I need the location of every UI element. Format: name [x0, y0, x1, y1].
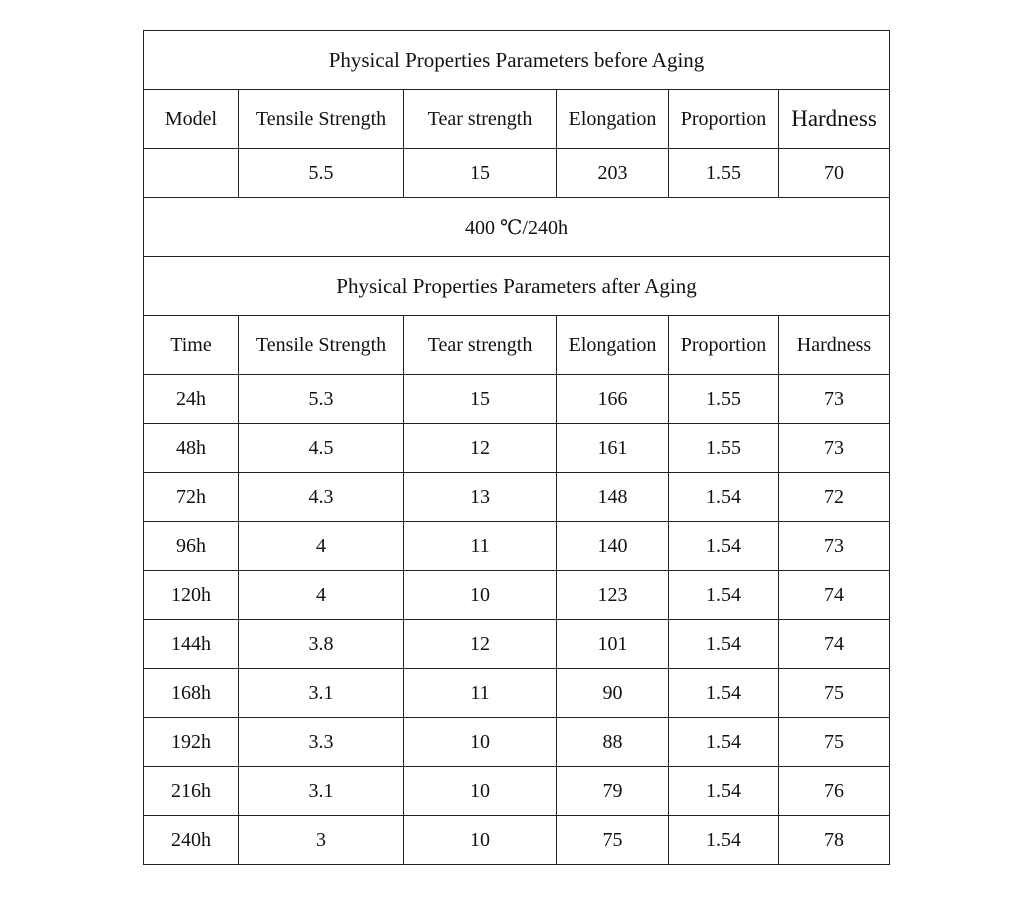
- proportion-cell: 1.54: [669, 620, 779, 669]
- header-hardness: Hardness: [779, 316, 890, 375]
- time-cell: 24h: [144, 375, 239, 424]
- after-aging-title: Physical Properties Parameters after Aging: [144, 257, 890, 316]
- tensile-strength-cell: 3.1: [239, 669, 404, 718]
- elongation-cell: 140: [557, 522, 669, 571]
- elongation-cell: 161: [557, 424, 669, 473]
- time-cell: 96h: [144, 522, 239, 571]
- header-time: Time: [144, 316, 239, 375]
- time-cell: 216h: [144, 767, 239, 816]
- table-row: [144, 816, 890, 865]
- tear-strength-cell: 15: [404, 375, 557, 424]
- table-row: [144, 669, 890, 718]
- tensile-strength-cell: 3.8: [239, 620, 404, 669]
- tear-strength-cell: 10: [404, 816, 557, 865]
- time-cell: 192h: [144, 718, 239, 767]
- table-row: [144, 522, 890, 571]
- hardness-cell: 74: [779, 571, 890, 620]
- tear-strength-cell: 11: [404, 669, 557, 718]
- tensile-strength-cell: 5.3: [239, 375, 404, 424]
- header-elongation: Elongation: [557, 90, 669, 149]
- hardness-cell: 74: [779, 620, 890, 669]
- tear-strength-cell: 13: [404, 473, 557, 522]
- tensile-strength-cell: 4: [239, 571, 404, 620]
- elongation-cell: 75: [557, 816, 669, 865]
- table-row: [144, 718, 890, 767]
- header-tear-strength: Tear strength: [404, 316, 557, 375]
- hardness-cell: 75: [779, 718, 890, 767]
- elongation-cell: 101: [557, 620, 669, 669]
- elongation-cell: 88: [557, 718, 669, 767]
- table-row: [144, 424, 890, 473]
- tear-strength-cell: 10: [404, 571, 557, 620]
- proportion-cell: 1.55: [669, 424, 779, 473]
- elongation-cell: 90: [557, 669, 669, 718]
- after-header-row: [144, 316, 890, 375]
- tear-strength-cell: 10: [404, 718, 557, 767]
- proportion-cell: 1.55: [669, 375, 779, 424]
- table-row: [144, 767, 890, 816]
- hardness-cell: 75: [779, 669, 890, 718]
- tensile-strength-cell: 3.3: [239, 718, 404, 767]
- proportion-cell: 1.54: [669, 473, 779, 522]
- table-row: [144, 620, 890, 669]
- condition-row: [144, 198, 890, 257]
- proportion-cell: 1.54: [669, 522, 779, 571]
- proportion-cell: 1.54: [669, 571, 779, 620]
- before-aging-title: Physical Properties Parameters before Aging: [144, 31, 890, 90]
- header-elongation: Elongation: [557, 316, 669, 375]
- proportion-cell: 1.54: [669, 767, 779, 816]
- tensile-strength-cell: 4.3: [239, 473, 404, 522]
- tensile-strength-cell: 4.5: [239, 424, 404, 473]
- time-cell: 48h: [144, 424, 239, 473]
- before-values-row: [144, 149, 890, 198]
- header-proportion: Proportion: [669, 316, 779, 375]
- tensile-strength-value: 5.5: [239, 149, 404, 198]
- before-title-row: [144, 31, 890, 90]
- hardness-cell: 72: [779, 473, 890, 522]
- proportion-cell: 1.54: [669, 816, 779, 865]
- table-row: [144, 571, 890, 620]
- time-cell: 72h: [144, 473, 239, 522]
- tensile-strength-cell: 3: [239, 816, 404, 865]
- elongation-cell: 79: [557, 767, 669, 816]
- before-header-row: [144, 90, 890, 149]
- time-cell: 168h: [144, 669, 239, 718]
- hardness-value: 70: [779, 149, 890, 198]
- tear-strength-cell: 11: [404, 522, 557, 571]
- hardness-cell: 73: [779, 424, 890, 473]
- aging-condition: 400 ℃/240h: [144, 198, 890, 257]
- time-cell: 240h: [144, 816, 239, 865]
- header-tensile-strength: Tensile Strength: [239, 316, 404, 375]
- model-value: [144, 149, 239, 198]
- hardness-cell: 76: [779, 767, 890, 816]
- time-cell: 144h: [144, 620, 239, 669]
- elongation-value: 203: [557, 149, 669, 198]
- hardness-cell: 78: [779, 816, 890, 865]
- tensile-strength-cell: 4: [239, 522, 404, 571]
- header-tear-strength: Tear strength: [404, 90, 557, 149]
- tear-strength-cell: 12: [404, 620, 557, 669]
- header-tensile-strength: Tensile Strength: [239, 90, 404, 149]
- elongation-cell: 166: [557, 375, 669, 424]
- proportion-value: 1.55: [669, 149, 779, 198]
- after-title-row: [144, 257, 890, 316]
- header-proportion: Proportion: [669, 90, 779, 149]
- tear-strength-cell: 12: [404, 424, 557, 473]
- tear-strength-value: 15: [404, 149, 557, 198]
- proportion-cell: 1.54: [669, 669, 779, 718]
- header-model: Model: [144, 90, 239, 149]
- table-row: [144, 473, 890, 522]
- hardness-cell: 73: [779, 375, 890, 424]
- hardness-cell: 73: [779, 522, 890, 571]
- proportion-cell: 1.54: [669, 718, 779, 767]
- properties-table: [143, 30, 890, 865]
- table-row: [144, 375, 890, 424]
- header-hardness: Hardness: [779, 90, 890, 149]
- tensile-strength-cell: 3.1: [239, 767, 404, 816]
- time-cell: 120h: [144, 571, 239, 620]
- after-aging-rows: [144, 375, 890, 865]
- elongation-cell: 148: [557, 473, 669, 522]
- tear-strength-cell: 10: [404, 767, 557, 816]
- elongation-cell: 123: [557, 571, 669, 620]
